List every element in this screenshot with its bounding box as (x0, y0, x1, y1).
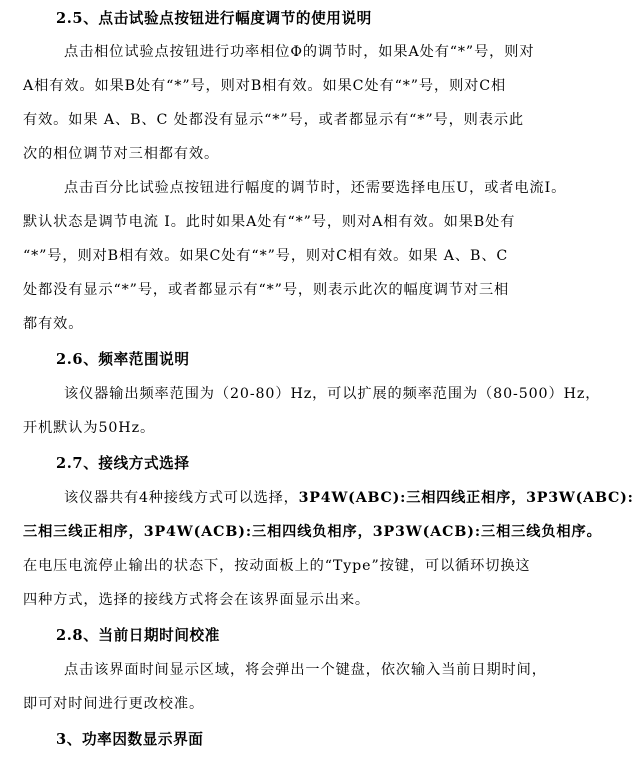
paragraph-line-bold: 3P4W(ABC):三相四线正相序，3P3W(ABC): (298, 490, 634, 506)
section-2-5-heading: 2.5、点击试验点按钮进行幅度调节的使用说明 (56, 10, 372, 27)
paragraph-line (64, 488, 634, 508)
paragraph-line: 三相三线正相序，3P4W(ACB):三相四线负相序，3P3W(ACB):三相三线负相序。 (23, 524, 602, 540)
paragraph-line: 点击相位试验点按钮进行功率相位Φ的调节时，如果A处有“*”号，则对 (64, 44, 535, 60)
section-2-7-heading: 2.7、接线方式选择 (56, 455, 190, 472)
paragraph-line: 该仪器输出频率范围为（20-80）Hz，可以扩展的频率范围为（80-500）Hz， (64, 386, 601, 402)
paragraph-line: 即可对时间进行更改校准。 (23, 696, 205, 712)
paragraph-line-regular: 该仪器共有4种接线方式可以选择， (64, 490, 299, 506)
paragraph-line: 有效。如果 A、B、C 处都没有显示“*”号，或者都显示有“*”号，则表示此 (23, 112, 525, 128)
paragraph-line: 处都没有显示“*”号，或者都显示有“*”号，则表示此次的幅度调节对三相 (23, 282, 510, 298)
paragraph-line: 四种方式，选择的接线方式将会在该界面显示出来。 (23, 592, 371, 608)
paragraph-line: 在电压电流停止输出的状态下，按动面板上的“Type”按键，可以循环切换这 (23, 558, 531, 574)
paragraph-line: 都有效。 (23, 316, 84, 332)
paragraph-line: A相有效。如果B处有“*”号，则对B相有效。如果C处有“*”号，则对C相 (23, 78, 507, 94)
paragraph-line: 开机默认为50Hz。 (23, 420, 156, 436)
section-3-heading: 3、功率因数显示界面 (56, 731, 204, 748)
section-2-8-heading: 2.8、当前日期时间校准 (56, 627, 220, 644)
paragraph-line: 点击该界面时间显示区域，将会弹出一个键盘，依次输入当前日期时间， (64, 662, 547, 678)
paragraph-line: 点击百分比试验点按钮进行幅度的调节时，还需要选择电压U，或者电流I。 (64, 180, 567, 196)
section-2-6-heading: 2.6、频率范围说明 (56, 351, 190, 368)
paragraph-line: “*”号，则对B相有效。如果C处有“*”号，则对C相有效。如果 A、B、C (23, 248, 509, 264)
paragraph-line: 次的相位调节对三相都有效。 (23, 146, 220, 162)
paragraph-line: 默认状态是调节电流 I。此时如果A处有“*”号，则对A相有效。如果B处有 (23, 214, 516, 230)
